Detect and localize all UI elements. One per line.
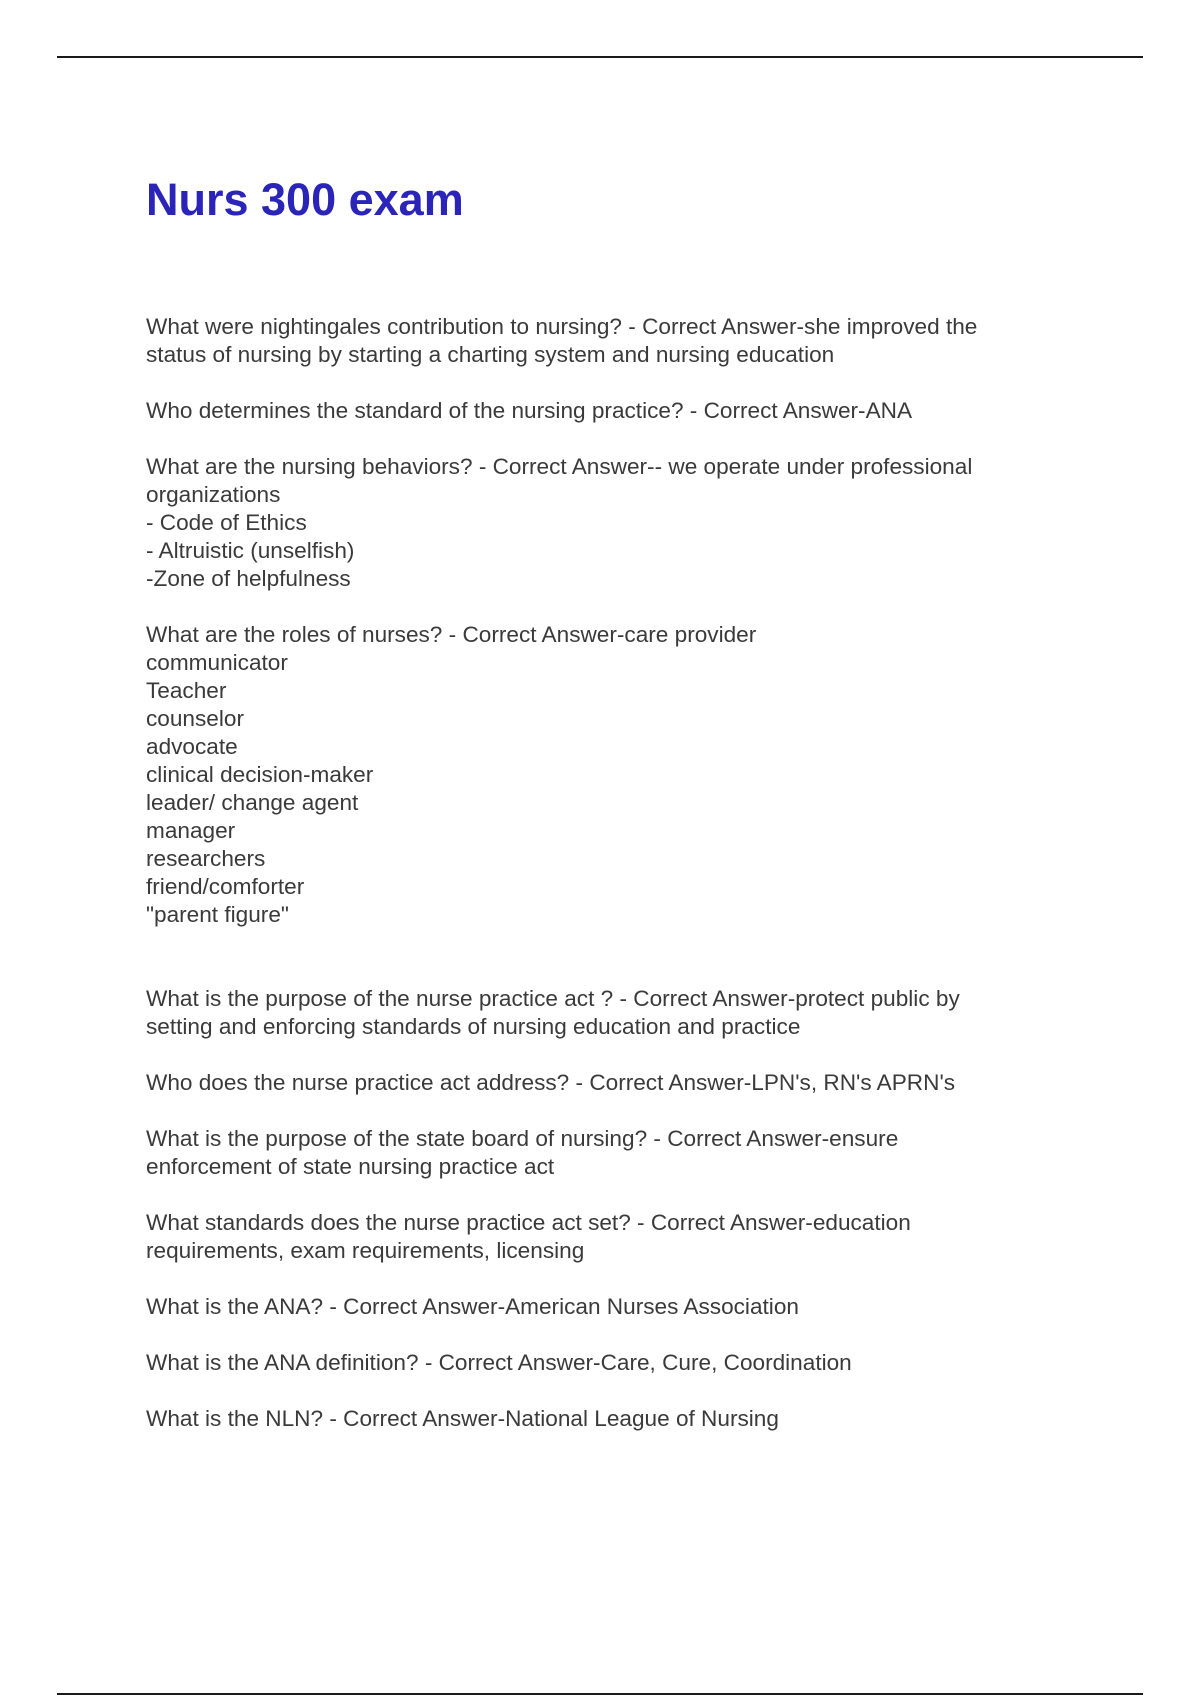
qa-line: requirements, exam requirements, licensing — [146, 1238, 585, 1263]
qa-line: What is the purpose of the state board of nursing? - Correct Answer-ensure — [146, 1126, 899, 1151]
qa-item — [146, 1349, 1066, 1377]
qa-line: Who determines the standard of the nursing practice? - Correct Answer-ANA — [146, 398, 913, 423]
page-title: Nurs 300 exam — [146, 174, 464, 225]
qa-item — [146, 985, 1066, 1041]
qa-line: communicator — [146, 650, 288, 675]
qa-line: What is the ANA definition? - Correct Answer-Care, Cure, Coordination — [146, 1350, 852, 1375]
qa-line: - Code of Ethics — [146, 510, 307, 535]
qa-line: What is the NLN? - Correct Answer-National League of Nursing — [146, 1406, 779, 1431]
bottom-rule — [57, 1693, 1143, 1695]
qa-line: counselor — [146, 706, 244, 731]
qa-line: clinical decision-maker — [146, 762, 374, 787]
qa-line: What is the purpose of the nurse practice act ? - Correct Answer-protect public by — [146, 986, 960, 1011]
qa-line: What are the roles of nurses? - Correct Answer-care provider — [146, 622, 757, 647]
top-rule — [57, 56, 1143, 58]
qa-item — [146, 621, 1066, 929]
qa-item — [146, 1209, 1066, 1265]
qa-line: organizations — [146, 482, 281, 507]
qa-line: What are the nursing behaviors? - Correct Answer-- we operate under professional — [146, 454, 973, 479]
qa-line: setting and enforcing standards of nursing education and practice — [146, 1014, 801, 1039]
qa-item — [146, 453, 1066, 593]
qa-line: - Altruistic (unselfish) — [146, 538, 355, 563]
qa-item — [146, 1293, 1066, 1321]
qa-line: What were nightingales contribution to nursing? - Correct Answer-she improved the — [146, 314, 978, 339]
qa-line: Who does the nurse practice act address? - Correct Answer-LPN's, RN's APRN's — [146, 1070, 956, 1095]
qa-line: researchers — [146, 846, 266, 871]
qa-item — [146, 397, 1066, 425]
qa-line: What is the ANA? - Correct Answer-American Nurses Association — [146, 1294, 799, 1319]
qa-line: leader/ change agent — [146, 790, 359, 815]
qa-line: -Zone of helpfulness — [146, 566, 351, 591]
qa-line: manager — [146, 818, 236, 843]
qa-line: advocate — [146, 734, 238, 759]
qa-list — [146, 313, 1066, 1461]
qa-line: Teacher — [146, 678, 227, 703]
qa-line: friend/comforter — [146, 874, 305, 899]
qa-line: enforcement of state nursing practice act — [146, 1154, 555, 1179]
qa-line: status of nursing by starting a charting system and nursing education — [146, 342, 835, 367]
qa-line: "parent figure" — [146, 902, 289, 927]
qa-item — [146, 1125, 1066, 1181]
qa-item — [146, 1405, 1066, 1433]
qa-line: What standards does the nurse practice act set? - Correct Answer-education — [146, 1210, 911, 1235]
qa-item — [146, 1069, 1066, 1097]
qa-item — [146, 313, 1066, 369]
